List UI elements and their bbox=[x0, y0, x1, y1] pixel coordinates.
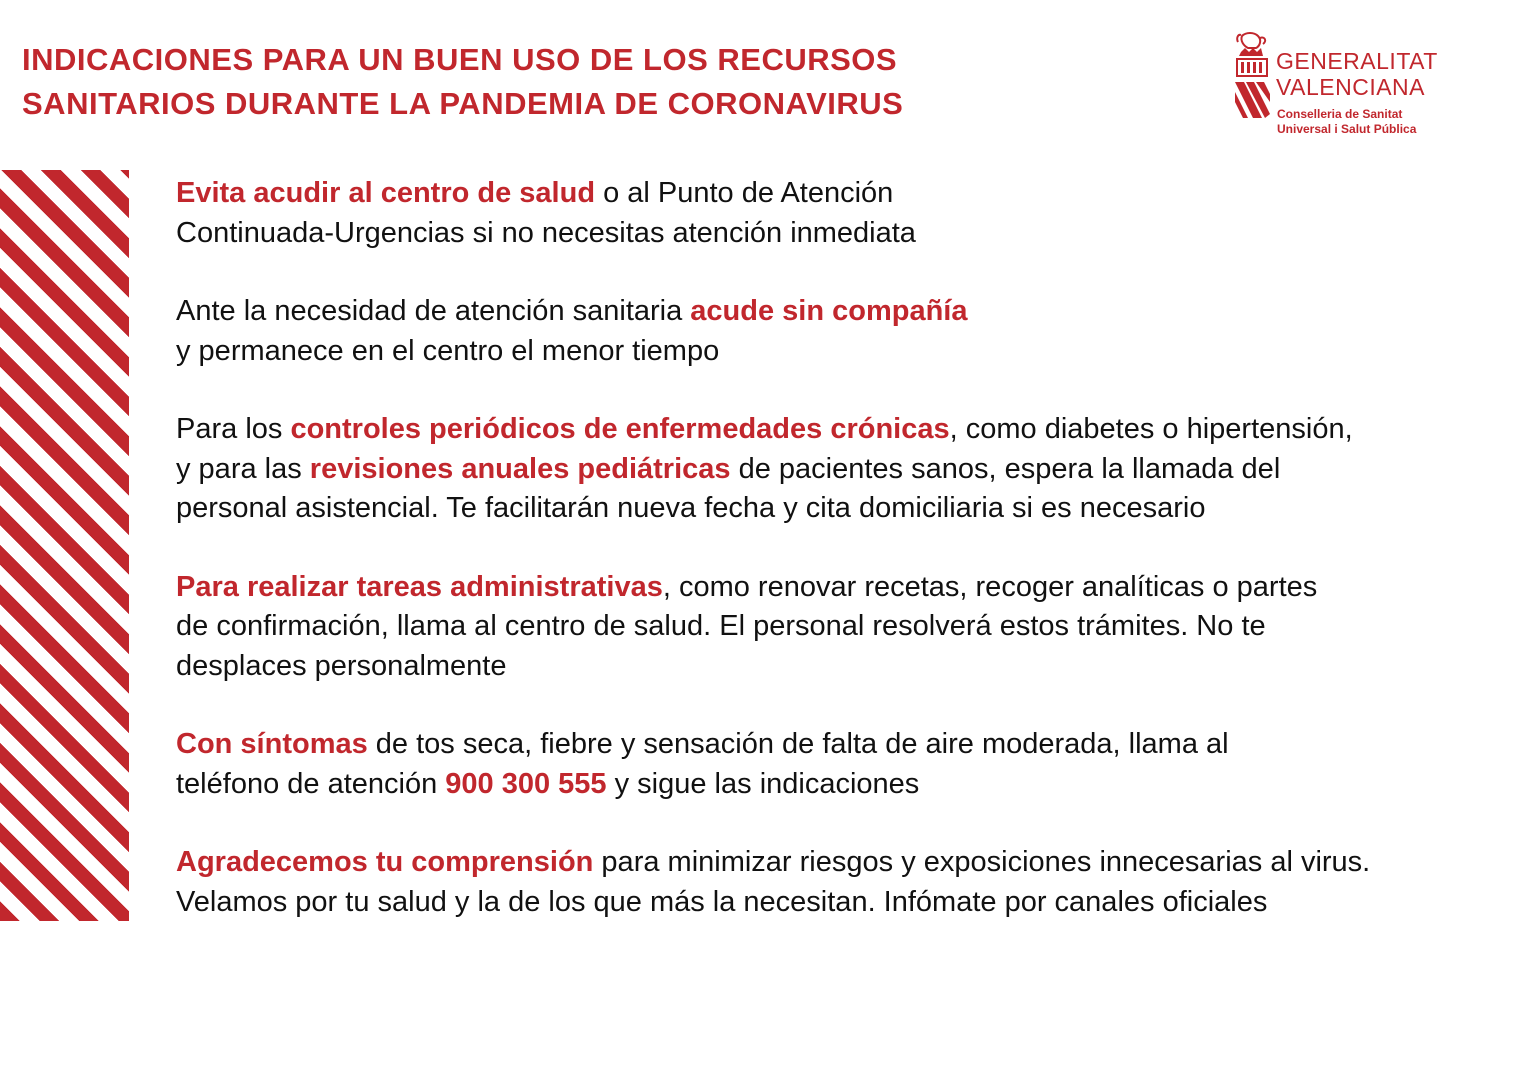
phone-number: 900 300 555 bbox=[445, 767, 607, 800]
recommendation-item: Con síntomas de tos seca, fiebre y sensación de falta de aire moderada, llama al teléfono de atención 900 300 555 y sigue las indicaciones bbox=[176, 728, 1229, 800]
recommendations-list bbox=[176, 174, 1516, 961]
highlight-text: Para realizar tareas administrativas bbox=[176, 570, 663, 603]
page-title-line-2: SANITARIOS DURANTE LA PANDEMIA DE CORONAVIRUS bbox=[22, 86, 904, 121]
recommendation-item: Para realizar tareas administrativas, como renovar recetas, recoger analíticas o partes de confirmación, llama al centro de salud. El personal resolverá estos trámites. No te desplaces personalmente bbox=[176, 570, 1318, 682]
recommendation-item: Para los controles periódicos de enfermedades crónicas, como diabetes o hipertensión, y para las revisiones anuales pediátricas de pacientes sanos, espera la llamada del personal asistencial. Te facilitarán nueva fecha y cita domiciliaria si es necesario bbox=[176, 413, 1353, 524]
recommendation-item: Evita acudir al centro de salud o al Punto de Atención Continuada-Urgencias si no necesitas atención inmediata bbox=[176, 177, 916, 249]
logo-sub-line-1: Conselleria de Sanitat bbox=[1277, 107, 1403, 121]
highlight-text: Evita acudir al centro de salud bbox=[176, 177, 596, 209]
recommendation-item: Agradecemos tu comprensión para minimizar riesgos y exposiciones innecesarias al virus. Velamos por tu salud y la de los que más la necesitan. Infómate por canales oficiales bbox=[176, 846, 1371, 918]
generalitat-logo bbox=[1232, 32, 1462, 142]
logo-sub-line-2: Universal i Salut Pública bbox=[1277, 122, 1417, 136]
highlight-text: controles periódicos de enfermedades crónicas bbox=[290, 413, 950, 445]
page-title bbox=[22, 38, 1022, 126]
decorative-stripes bbox=[0, 170, 129, 921]
logo-subtitle bbox=[1277, 107, 1416, 137]
logo-name bbox=[1276, 48, 1438, 100]
highlight-text: Con síntomas bbox=[176, 728, 368, 760]
logo-name-line-1: GENERALITAT bbox=[1276, 48, 1438, 74]
logo-name-line-2: VALENCIANA bbox=[1276, 74, 1426, 100]
generalitat-valenciana-emblem-icon bbox=[1232, 32, 1272, 122]
highlight-text: Agradecemos tu comprensión bbox=[176, 846, 594, 878]
highlight-text: acude sin compañía bbox=[690, 295, 968, 327]
recommendation-item: Ante la necesidad de atención sanitaria acude sin compañía y permanece en el centro el menor tiempo bbox=[176, 295, 968, 367]
page-title-line-1: INDICACIONES PARA UN BUEN USO DE LOS RECURSOS bbox=[22, 42, 898, 77]
highlight-text: revisiones anuales pediátricas bbox=[309, 452, 731, 485]
